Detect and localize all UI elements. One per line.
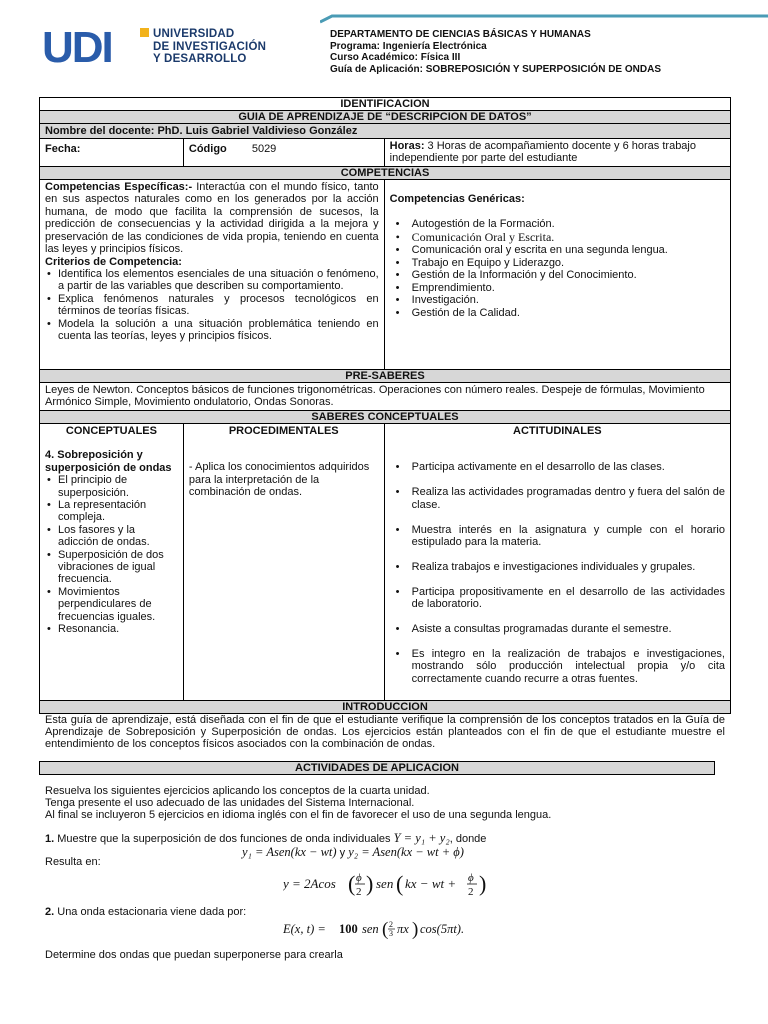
- hours-label: Horas:: [389, 140, 425, 152]
- list-item: • Gestión de la Calidad.: [390, 307, 725, 319]
- svg-text:2: 2: [468, 886, 474, 898]
- list-item: • Modela la solución a una situación problemática teniendo en cuenta las teorías, leyes y principios físicos.: [45, 318, 379, 343]
- svg-text:y = 2Acos: y = 2Acos: [283, 876, 336, 891]
- presaberes-text: Leyes de Newton. Conceptos básicos de funciones trigonométricas. Operaciones con número reales. Despeje de fórmulas, Movimiento Armónico Simple, Movimiento ondulatorio, Ondas Sonoras.: [40, 383, 731, 411]
- procedimental-heading: PROCEDIMENTALES: [228, 424, 339, 437]
- actividades-heading: ACTIVIDADES DE APLICACION: [39, 761, 715, 775]
- list-item: • Comunicación Oral y Escrita.: [390, 231, 725, 245]
- saberes-heading: SABERES CONCEPTUALES: [40, 410, 731, 423]
- list-item: • La representación compleja.: [45, 499, 178, 524]
- exercise-1-result-label: Resulta en:: [45, 856, 101, 868]
- svg-text:): ): [412, 919, 419, 940]
- list-item: • Realiza trabajos e investigaciones individuales y grupales.: [390, 561, 725, 573]
- actitudinal-column: [384, 423, 730, 700]
- procedimental-column: [183, 423, 384, 700]
- list-item: • Trabajo en Equipo y Liderazgo.: [390, 257, 725, 269]
- exercise-1-result-equation: [283, 870, 493, 898]
- exercise-1-y1: y₁ = Asen(kx − wt): [242, 845, 337, 859]
- guide-subtitle: GUIA DE APRENDIZAJE DE “DESCRIPCION DE DATOS”: [40, 111, 731, 124]
- list-item: • Identifica los elementos esenciales de una situación o fenómeno, a partir de las variables que describen su comportamiento.: [45, 268, 379, 293]
- hours-value: 3 Horas de acompañamiento docente y 6 horas trabajo independiente por parte del estudiante: [389, 140, 696, 165]
- list-item: • Asiste a consultas programadas durante el semestre.: [390, 623, 725, 635]
- generic-competencies-cell: [384, 180, 730, 370]
- list-item: • Los fasores y la adicción de ondas.: [45, 524, 178, 549]
- list-item: • Emprendimiento.: [390, 282, 725, 294]
- teacher-name: Nombre del docente: PhD. Luis Gabriel Valdivieso González: [40, 124, 731, 139]
- specific-competencies-text: Interactúa con el mundo físico, tanto en sus aspectos naturales como en los generados por la acción humana, de modo que facilita la comprensión de sucesos, la predicción de consecuencias y la actividad dirigida a la mejora y preservación de las condiciones de vida propia, teniendo en cuenta las leyes y principios físicos.: [45, 181, 379, 256]
- exercise-2-question: Determine dos ondas que puedan superponerse para crearla: [45, 949, 343, 961]
- university-name: UNIVERSIDAD DE INVESTIGACIÓN Y DESARROLLO: [153, 28, 267, 65]
- course-name: Curso Académico: Física III: [330, 52, 461, 63]
- list-item: • El principio de superposición.: [45, 474, 178, 499]
- list-item: • Explica fenómenos naturales y procesos tecnológicos en términos de teorías físicas.: [45, 293, 379, 318]
- code-cell: [183, 139, 384, 167]
- standing-wave-equation-graphic: [283, 917, 493, 941]
- list-item: • Participa activamente en el desarrollo de las clases.: [390, 461, 725, 473]
- svg-text:πx: πx: [397, 922, 409, 936]
- list-item: • Autogestión de la Formación.: [390, 218, 725, 230]
- list-item: • Realiza las actividades programadas dentro y fuera del salón de clase.: [390, 486, 725, 511]
- instruction-line: Tenga presente el uso adecuado de las unidades del Sistema Internacional.: [45, 797, 415, 809]
- svg-text:cos(5πt).: cos(5πt).: [420, 922, 465, 936]
- guide-table: [39, 97, 731, 714]
- code-label: Código: [188, 143, 227, 155]
- program-name: Programa: Ingeniería Electrónica: [330, 40, 487, 52]
- generic-competencies-list: [390, 218, 725, 319]
- exercise-1-statement: [45, 831, 486, 845]
- svg-text:E(x, t) =: E(x, t) =: [283, 922, 326, 936]
- procedimental-text: - Aplica los conocimientos adquiridos para la interpretación de la combinación de ondas.: [188, 461, 370, 499]
- instruction-line: Resuelva los siguientes ejercicios aplicando los conceptos de la cuarta unidad.: [45, 785, 430, 797]
- conceptual-topic: 4. Sobreposición y superposición de ondas: [45, 449, 172, 474]
- guide-name: Guía de Aplicación: SOBREPOSICIÓN Y SUPERPOSICIÓN DE ONDAS: [330, 63, 661, 75]
- list-item: • Participa propositivamente en el desarrollo de las actividades de laboratorio.: [390, 586, 725, 611]
- svg-text:): ): [366, 871, 374, 896]
- list-item: • Movimientos perpendiculares de frecuencias iguales.: [45, 586, 178, 623]
- conceptual-list: [45, 474, 178, 635]
- udi-logo-icon: [40, 24, 152, 68]
- introduction-text: Esta guía de aprendizaje, está diseñada con el fin de que el estudiante verifique la comprensión de los conceptos tratados en la Guía de Aprendizaje de Sobreposición y Superposición de ondas. Los ejercicios están planteados con el fin de que el estudiante muestre el entendimiento de los conceptos físicos asociados con la combinación de ondas.: [45, 714, 725, 750]
- exercise-2-text: Una onda estacionaria viene dada por:: [57, 906, 247, 918]
- identification-heading: IDENTIFICACION: [40, 98, 731, 111]
- exercise-1-tail: , donde: [449, 833, 487, 845]
- svg-text:2: 2: [389, 920, 393, 929]
- svg-text:sen: sen: [362, 922, 379, 936]
- introduccion-heading: INTRODUCCION: [40, 700, 731, 713]
- svg-text:): ): [479, 871, 487, 896]
- presaberes-heading: PRE-SABERES: [40, 370, 731, 383]
- list-item: • Gestión de la Información y del Conocimiento.: [390, 269, 725, 281]
- exercise-1-number: 1.: [45, 833, 55, 845]
- list-item: • Superposición de dos vibraciones de igual frecuencia.: [45, 549, 178, 586]
- result-equation-graphic: [283, 870, 493, 898]
- specific-competencies: [45, 181, 379, 256]
- list-item: • Muestra interés en la asignatura y cumple con el horario estipulado para la materia.: [390, 524, 725, 549]
- svg-text:3: 3: [389, 929, 393, 938]
- specific-competencies-cell: [40, 180, 385, 370]
- university-logo: [40, 24, 300, 68]
- exercise-1-y2: y₂ = Asen(kx − wt + ϕ): [348, 845, 464, 859]
- udi-logo-mark: [40, 24, 152, 68]
- svg-text:100: 100: [339, 922, 358, 936]
- exercise-1-and: y: [336, 847, 349, 859]
- department-name: DEPARTAMENTO DE CIENCIAS BÁSICAS Y HUMANAS: [330, 29, 591, 40]
- svg-text:2: 2: [356, 886, 362, 898]
- exercise-1-text: Muestre que la superposición de dos funciones de onda individuales: [57, 833, 391, 845]
- activities-instructions: [45, 785, 725, 821]
- svg-text:(: (: [348, 871, 356, 896]
- criteria-list: [45, 268, 379, 343]
- code-value: 5029: [251, 143, 277, 155]
- criteria-label: Criterios de Competencia:: [45, 255, 182, 268]
- specific-competencies-label: Competencias Específicas:-: [45, 181, 193, 193]
- exercise-2-statement: [45, 906, 246, 918]
- actitudinal-heading: ACTITUDINALES: [513, 424, 602, 437]
- svg-text:sen: sen: [376, 876, 394, 891]
- generic-competencies-label: Competencias Genéricas:: [389, 193, 525, 205]
- header-department-block: [330, 29, 661, 75]
- exercise-1-sum-equation: Y = y₁ + y₂: [393, 831, 450, 845]
- list-item: • Es integro en la realización de trabajos e investigaciones, mostrando sólo producción intelectual propia y/o cita correctamente cuando recurre a otras fuentes.: [390, 648, 725, 685]
- list-item: • Resonancia.: [45, 623, 178, 635]
- svg-text:kx − wt +: kx − wt +: [405, 876, 457, 891]
- svg-text:ϕ: ϕ: [468, 872, 474, 884]
- svg-text:(: (: [382, 919, 389, 940]
- list-item: • Comunicación oral y escrita en una segunda lengua.: [390, 244, 725, 256]
- date-label: Fecha:: [40, 139, 184, 167]
- exercise-1-wave-functions: [242, 845, 464, 859]
- svg-text:ϕ: ϕ: [356, 872, 362, 884]
- conceptual-column: [40, 423, 184, 700]
- exercise-2-equation: [283, 917, 493, 944]
- exercise-2-number: 2.: [45, 906, 55, 918]
- conceptual-heading: CONCEPTUALES: [65, 424, 157, 437]
- hours-cell: [384, 139, 730, 167]
- actitudinal-list: [390, 461, 725, 685]
- competencias-heading: COMPETENCIAS: [40, 167, 731, 180]
- header-decorative-line: [320, 14, 768, 18]
- svg-text:(: (: [396, 871, 404, 896]
- svg-text:UDI: UDI: [42, 24, 112, 68]
- instruction-line: Al final se incluyeron 5 ejercicios en idioma inglés con el fin de favorecer el uso de una segunda lengua.: [45, 809, 552, 821]
- list-item: • Investigación.: [390, 294, 725, 306]
